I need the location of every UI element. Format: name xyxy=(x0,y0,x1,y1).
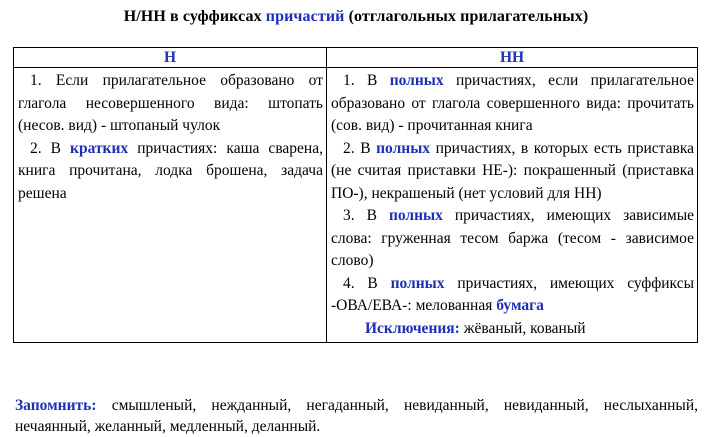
n-rule-2 xyxy=(18,138,323,206)
nn-rule-4-mid: причастиях, имеющих суффиксы -ОВА/ЕВА-: мелованная xyxy=(331,274,694,314)
memo-block xyxy=(15,395,698,437)
nn-rule-2-highlight: полных xyxy=(376,139,431,157)
n-rule-2-pre: 2. В xyxy=(30,139,71,157)
n-rule-2-post: причастиях: каша сварена, книга прочитана, лодка брошена, задача решена xyxy=(18,139,323,202)
nn-rule-3-post: причастиях, имеющих зависимые слова: груженная тесом баржа (тесом - зависимое слово) xyxy=(331,207,695,269)
nn-rule-1-post: причастиях, если прилагательное образовано от глагола совершенного вида: прочитать (сов. вид) - прочитанная книга xyxy=(331,72,694,134)
page-title xyxy=(0,8,712,26)
nn-rule-1-highlight: полных xyxy=(389,72,444,89)
exceptions xyxy=(331,318,694,341)
nn-rule-1-pre: 1. В xyxy=(343,72,390,89)
nn-rule-4-highlight-2: бумага xyxy=(496,297,544,314)
n-rule-2-highlight: кратких xyxy=(70,139,129,157)
title-part1: Н/НН в суффиксах xyxy=(123,8,266,25)
nn-rule-4-pre: 4. В xyxy=(343,274,391,292)
nn-rule-3 xyxy=(331,205,694,273)
title-part2: (отглагольных прилагательных) xyxy=(344,8,589,25)
nn-rule-2-pre: 2. В xyxy=(343,139,377,157)
memo-label: Запомнить: xyxy=(15,397,97,414)
n-rule-1: 1. Если прилагательное образовано от глагола несовершенного вида: штопать (несов. вид) - штопаный чулок xyxy=(18,72,323,134)
nn-rule-4-highlight: полных xyxy=(390,274,445,292)
nn-rule-3-pre: 3. В xyxy=(343,207,389,224)
col-header-nn: НН xyxy=(327,48,698,68)
cell-n xyxy=(14,68,327,343)
nn-rule-2 xyxy=(331,138,694,206)
nn-rule-4 xyxy=(331,273,694,318)
rules-table xyxy=(13,47,698,343)
col-header-n: Н xyxy=(14,48,327,68)
table-row xyxy=(14,68,698,343)
title-highlight: причастий xyxy=(265,8,345,25)
exceptions-text: жёваный, кованый xyxy=(459,319,586,337)
cell-nn xyxy=(327,68,698,343)
nn-rule-2-post: причастиях, в которых есть приставка (не считая приставки НЕ-): покрашенный (приставка ПО-), некрашеный (нет условий для НН) xyxy=(331,139,694,202)
nn-rule-3-highlight: полных xyxy=(388,207,443,224)
nn-rule-1 xyxy=(331,70,694,138)
exceptions-label: Исключения: xyxy=(365,319,460,337)
header-row xyxy=(14,48,698,68)
memo-text: смышленый, нежданный, негаданный, невиданный, невиданный, неслыханный, нечаянный, желанный, медленный, деланный. xyxy=(15,397,698,435)
